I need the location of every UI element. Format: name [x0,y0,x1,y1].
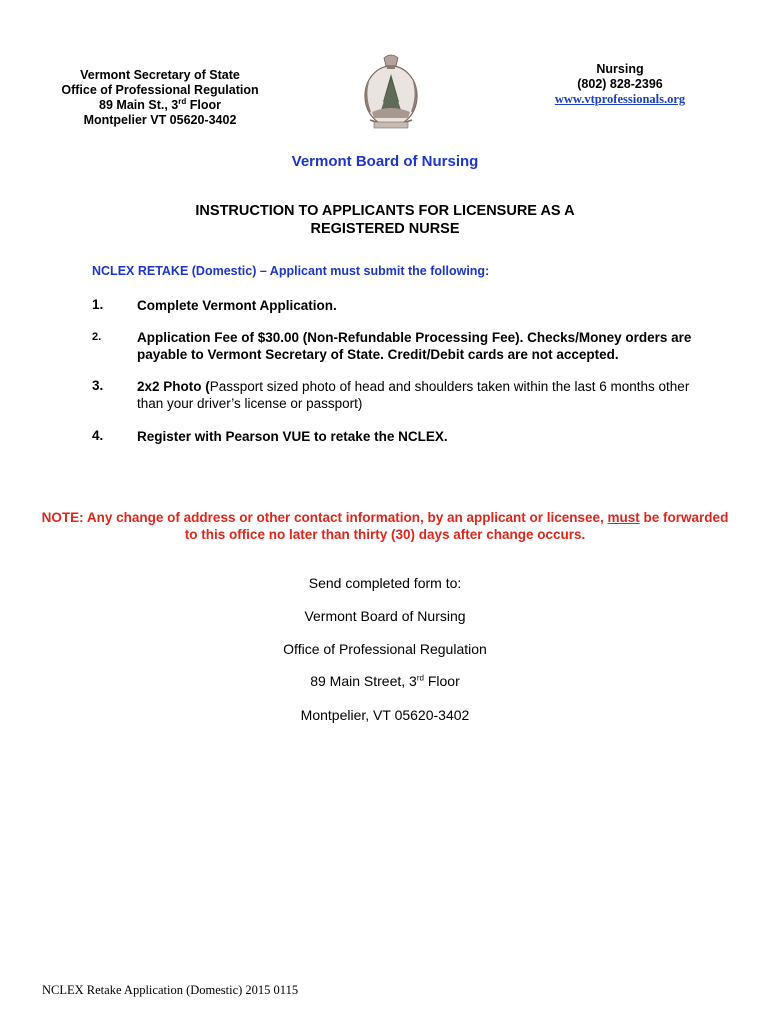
office-division: Office of Professional Regulation [61,83,259,97]
vermont-state-seal-icon [362,52,420,132]
instruction-title [0,202,770,238]
send-to-label: Send completed form to: [308,575,462,591]
item-number: 3. [92,378,104,393]
form-footer: NCLEX Retake Application (Domestic) 2015 0115 [42,983,299,997]
instruction-title-line2: REGISTERED NURSE [310,221,460,237]
list-item: Application Fee of $30.00 (Non-Refundable Processing Fee). Checks/Money orders are payable to Vermont Secretary of State. Credit/Debit cards are not accepted. [137,330,692,362]
list-item: Complete Vermont Application. [137,298,337,313]
item-number: 1. [92,297,104,312]
send-to-board: Vermont Board of Nursing [304,608,466,624]
department-name: Nursing [596,62,644,76]
address-change-note: NOTE: Any change of address or other contact information, by an applicant or licensee, must be forwarded to this office no later than thirty (30) days after change occurs. [41,510,729,542]
office-city: Montpelier VT 05620-3402 [83,113,237,127]
instruction-title-line1: INSTRUCTION TO APPLICANTS FOR LICENSURE AS A [195,203,575,219]
office-street: 89 Main St., 3rd Floor [99,96,221,112]
board-title: Vermont Board of Nursing [291,153,479,170]
item-number: 4. [92,428,104,443]
send-to-city: Montpelier, VT 05620-3402 [300,707,470,723]
office-address-block [60,68,260,128]
send-to-office: Office of Professional Regulation [283,641,487,657]
website-link[interactable]: www.vtprofessionals.org [554,92,686,106]
item-number: 2. [92,331,102,343]
list-item: 2x2 Photo (Passport sized photo of head and shoulders taken within the last 6 months other than your driver’s license or passport) [137,379,690,411]
phone-number: (802) 828-2396 [577,77,663,91]
requirements-subheading: NCLEX RETAKE (Domestic) – Applicant must submit the following: [92,264,490,278]
nursing-contact-block [540,62,700,107]
list-item: Register with Pearson VUE to retake the NCLEX. [137,429,448,444]
office-name: Vermont Secretary of State [80,68,240,82]
send-to-street: 89 Main Street, 3rd Floor [310,673,460,689]
